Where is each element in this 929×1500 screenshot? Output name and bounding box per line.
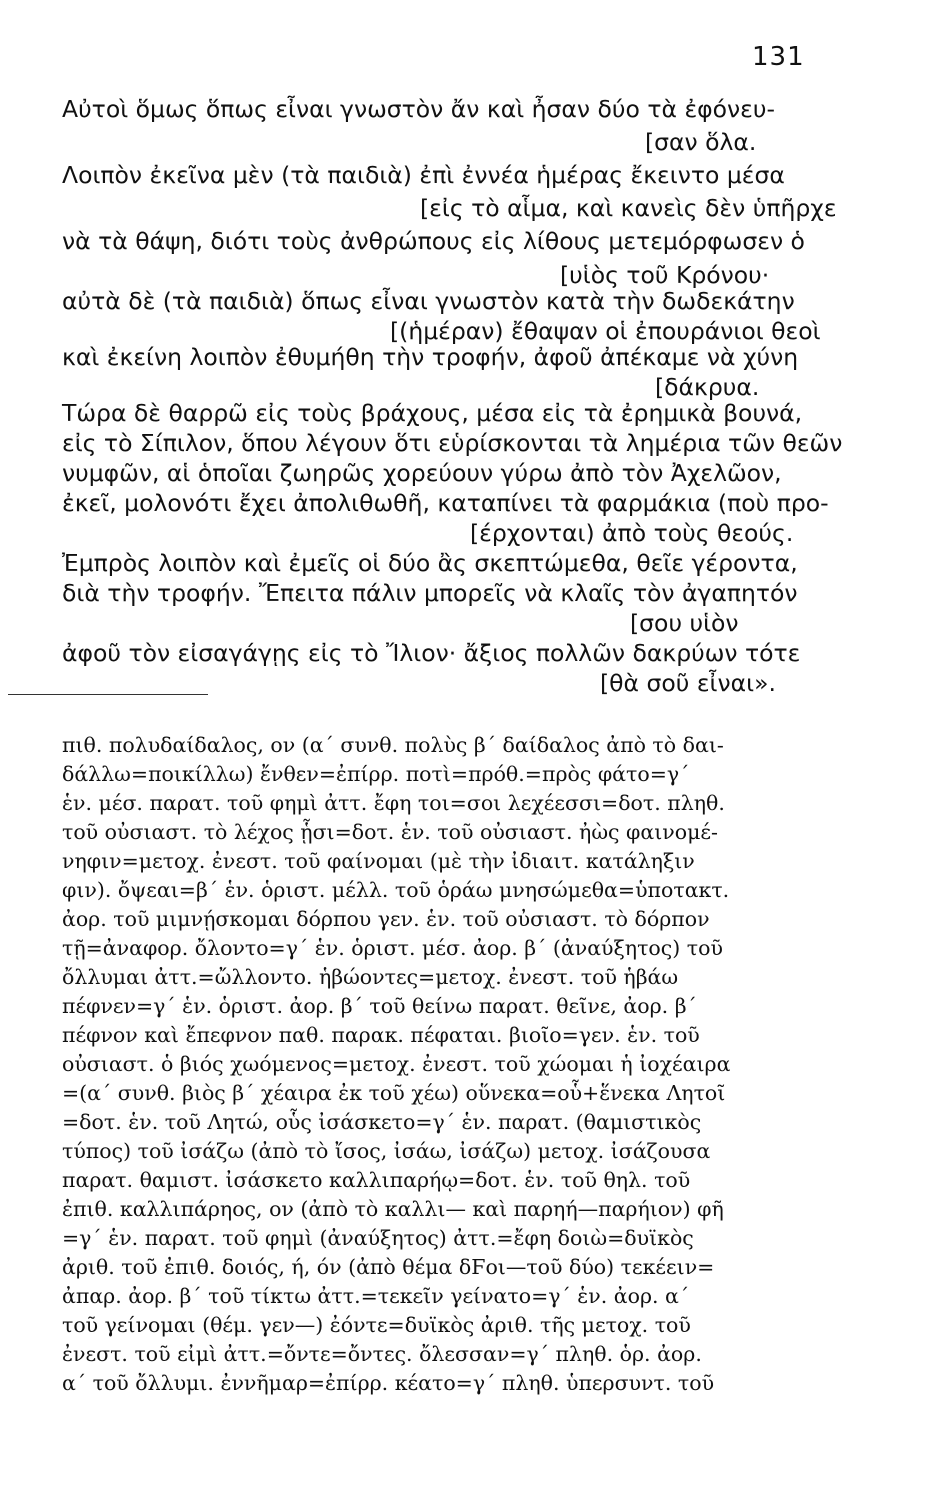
note-line: τῇ=ἀναφορ. ὄλοντο=γ΄ ἑν. ὁριστ. μέσ. ἀορ. β΄ (ἀναύξητος) τοῦ xyxy=(62,936,723,960)
verse-line: [σαν ὅλα. xyxy=(645,128,757,156)
verse-line: Λοιπὸν ἐκεῖνα μὲν (τὰ παιδιὰ) ἐπὶ ἐννέα ἡμέρας ἔκειντο μέσα xyxy=(62,161,785,189)
verse-line: [δάκρυα. xyxy=(655,373,760,401)
note-line: παρατ. θαμιστ. ἰσάσκετο καλλιπαρήῳ=δοτ. ἑν. τοῦ θηλ. τοῦ xyxy=(62,1168,691,1192)
note-line: τοῦ οὐσιαστ. τὸ λέχος ᾗσι=δοτ. ἑν. τοῦ οὐσιαστ. ἠὼς φαινομέ- xyxy=(62,820,718,844)
verse-line: αὐτὰ δὲ (τὰ παιδιὰ) ὅπως εἶναι γνωστὸν κατὰ τὴν δωδεκάτην xyxy=(62,287,795,315)
note-line: α΄ τοῦ ὄλλυμι. ἐννῆμαρ=ἐπίρρ. κέατο=γ΄ πληθ. ὑπερσυντ. τοῦ xyxy=(62,1371,715,1395)
verse-line: [εἰς τὸ αἷμα, καὶ κανεὶς δὲν ὑπῆρχε xyxy=(420,194,837,222)
note-line: πέφνεν=γ΄ ἑν. ὁριστ. ἀορ. β΄ τοῦ θείνω παρατ. θεῖνε, ἀορ. β΄ xyxy=(62,994,697,1018)
note-line: ἀπαρ. ἀορ. β΄ τοῦ τίκτω ἀττ.=τεκεῖν γείνατο=γ΄ ἑν. ἀορ. α΄ xyxy=(62,1284,690,1308)
verse-line: νυμφῶν, αἱ ὁποῖαι ζωηρῶς χορεύουν γύρω ἀπὸ τὸν Ἀχελῶον, xyxy=(62,459,782,487)
verse-line: Ἐμπρὸς λοιπὸν καὶ ἐμεῖς οἱ δύο ἂς σκεπτώμεθα, θεῖε γέροντα, xyxy=(62,549,798,577)
note-line: =δοτ. ἑν. τοῦ Λητώ, οὗς ἰσάσκετο=γ΄ ἑν. παρατ. (θαμιστικὸς xyxy=(62,1110,702,1134)
note-line: τοῦ γείνομαι (θέμ. γεν—) ἐόντε=δυϊκὸς ἀριθ. τῆς μετοχ. τοῦ xyxy=(62,1313,691,1337)
note-line: ἑν. μέσ. παρατ. τοῦ φημὶ ἀττ. ἔφη τοι=σοι λεχέεσσι=δοτ. πληθ. xyxy=(62,791,725,815)
page-number: 131 xyxy=(752,42,805,72)
note-line: φιν). ὄψεαι=β΄ ἑν. ὁριστ. μέλλ. τοῦ ὁράω μνησώμεθα=ὑποτακτ. xyxy=(62,878,730,902)
note-line: ὄλλυμαι ἀττ.=ὤλλοντο. ἡβώοντες=μετοχ. ἐνεστ. τοῦ ἡβάω xyxy=(62,965,679,989)
note-line: δάλλω=ποικίλλω) ἔνθεν=ἐπίρρ. ποτὶ=πρόθ.=πρὸς φάτο=γ΄ xyxy=(62,762,690,786)
verse-line: [έρχονται) ἀπὸ τοὺς θεούς. xyxy=(470,519,794,547)
footnote-divider xyxy=(8,694,208,695)
note-line: οὐσιαστ. ὁ βιός χωόμενος=μετοχ. ἐνεστ. τοῦ χώομαι ἡ ἰοχέαιρα xyxy=(62,1052,731,1076)
note-line: τύπος) τοῦ ἰσάζω (ἀπὸ τὸ ἴσος, ἰσάω, ἰσάζω) μετοχ. ἰσάζουσα xyxy=(62,1139,711,1163)
verse-line: νὰ τὰ θάψη, διότι τοὺς ἀνθρώπους εἰς λίθους μετεμόρφωσεν ὁ xyxy=(62,227,805,255)
verse-line: [(ἡμέραν) ἔθαψαν οἱ ἐπουράνιοι θεοὶ xyxy=(390,317,821,345)
note-line: =(α΄ συνθ. βιὸς β΄ χέαιρα ἐκ τοῦ χέω) οὕνεκα=οὗ+ἕνεκα Λητοῖ xyxy=(62,1081,726,1105)
note-line: πέφνον καὶ ἔπεφνον παθ. παρακ. πέφαται. βιοῖο=γεν. ἑν. τοῦ xyxy=(62,1023,700,1047)
note-line: πιθ. πολυδαίδαλος, ον (α΄ συνθ. πολὺς β΄ δαίδαλος ἀπὸ τὸ δαι- xyxy=(62,733,724,757)
verse-line: καὶ ἐκείνη λοιπὸν ἐθυμήθη τὴν τροφήν, ἀφοῦ ἀπέκαμε νὰ χύνη xyxy=(62,343,799,371)
verse-line: [σου υἱὸν xyxy=(630,609,739,637)
note-line: ἐπιθ. καλλιπάρηος, ον (ἀπὸ τὸ καλλι— καὶ παρηή—παρήιον) φῆ xyxy=(62,1197,724,1221)
verse-line: εἰς τὸ Σίπιλον, ὅπου λέγουν ὅτι εὑρίσκονται τὰ λημέρια τῶν θεῶν xyxy=(62,429,843,457)
note-line: ἀριθ. τοῦ ἐπιθ. δοιός, ή, όν (ἀπὸ θέμα δϜοι—τοῦ δύο) τεκέειν= xyxy=(62,1255,715,1279)
verse-line: ἐκεῖ, μολονότι ἔχει ἀπολιθωθῆ, καταπίνει τὰ φαρμάκια (ποὺ προ- xyxy=(62,489,829,517)
verse-line: διὰ τὴν τροφήν. Ἔπειτα πάλιν μπορεῖς νὰ κλαῖς τὸν ἀγαπητόν xyxy=(62,579,798,607)
note-line: ἀορ. τοῦ μιμνῄσκομαι δόρπου γεν. ἑν. τοῦ οὐσιαστ. τὸ δόρπον xyxy=(62,907,710,931)
verse-line: Αὐτοὶ ὅμως ὅπως εἶναι γνωστὸν ἄν καὶ ἦσαν δύο τὰ ἐφόνευ- xyxy=(62,95,775,123)
note-line: νηφιν=μετοχ. ἐνεστ. τοῦ φαίνομαι (μὲ τὴν ἰδιαιτ. κατάληξιν xyxy=(62,849,695,873)
verse-line: ἀφοῦ τὸν εἰσαγάγῃς εἰς τὸ Ἴλιον· ἄξιος πολλῶν δακρύων τότε xyxy=(62,639,801,667)
verse-line: [θὰ σοῦ εἶναι». xyxy=(600,669,776,697)
verse-line: Τώρα δὲ θαρρῶ εἰς τοὺς βράχους, μέσα εἰς τὰ ἐρημικὰ βουνά, xyxy=(62,399,803,427)
verse-line: [υἱὸς τοῦ Κρόνου· xyxy=(560,261,770,289)
note-line: ἐνεστ. τοῦ εἰμὶ ἀττ.=ὄντε=ὄντες. ὄλεσσαν=γ΄ πληθ. ὁρ. ἀορ. xyxy=(62,1342,702,1366)
note-line: =γ΄ ἑν. παρατ. τοῦ φημὶ (ἀναύξητος) ἀττ.=ἔφη δοιὼ=δυϊκὸς xyxy=(62,1226,694,1250)
